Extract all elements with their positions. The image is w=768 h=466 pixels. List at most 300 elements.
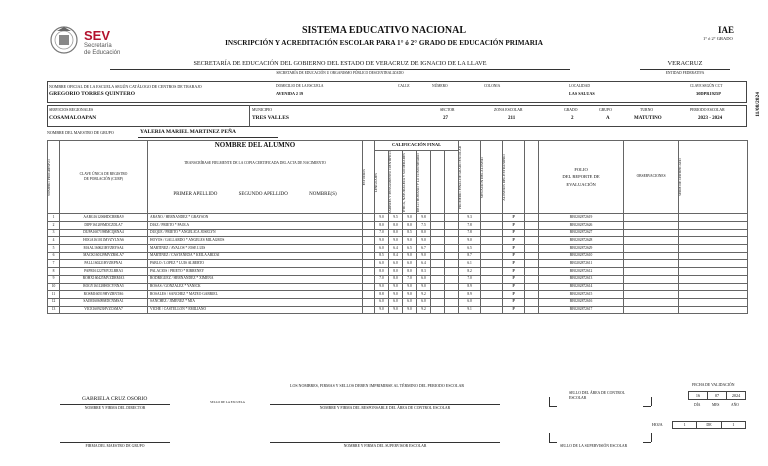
row-grade-etica: 9.0 [403, 306, 417, 314]
row-number: 10 [48, 283, 60, 291]
teacher-sig-label: FIRMA DEL MAESTRO DE GRUPO [85, 444, 145, 448]
row-grade-humano: 6.0 [417, 275, 431, 283]
row-grade-saberes: 8.0 [389, 229, 403, 237]
row-estudios [363, 275, 375, 283]
row-estudios [363, 260, 375, 268]
teacher-name: YALERIA MARIEL MARTINEZ PEÑA [140, 129, 237, 135]
row-empty-b [445, 214, 459, 222]
th-prom: PROMEDIO FINAL DE GRADO ESCOLAR [458, 145, 463, 209]
row-estudios [363, 229, 375, 237]
row-grade-lenguajes: 8.0 [375, 222, 389, 230]
row-curp: ROGY161128HOCYNNA5 [60, 283, 148, 291]
row-empty-d [525, 214, 539, 222]
sheet-label: HOJA [652, 422, 663, 427]
th-obs: OBSERVACIONES [624, 141, 679, 214]
row-grade-lenguajes: 7.0 [375, 275, 389, 283]
row-grade-humano: 9.8 [417, 214, 431, 222]
row-observations [624, 268, 679, 276]
side-date: 11/08/2024 [755, 92, 761, 117]
row-empty-b [445, 237, 459, 245]
row-number: 2 [48, 222, 60, 230]
cct: 30DPR1925P [696, 91, 721, 96]
row-observations [624, 237, 679, 245]
row-empty-d [525, 268, 539, 276]
row-average: 7.8 [459, 222, 481, 230]
row-empty-a [431, 298, 445, 306]
row-number: 4 [48, 237, 60, 245]
row-empty-d [525, 298, 539, 306]
th-alum: ALUMNOS DEL EXTRANJERO [502, 153, 507, 201]
row-empty-d [525, 275, 539, 283]
row-observations [624, 275, 679, 283]
row-average: 7.8 [459, 229, 481, 237]
th-c2: SABERES Y PENSAMIENTO CIENTÍFICO [388, 151, 392, 214]
row-certificate-series [679, 275, 748, 283]
row-empty-c [481, 306, 503, 314]
table-row [48, 291, 748, 299]
row-empty-c [481, 298, 503, 306]
row-grade-humano: 9.0 [417, 237, 431, 245]
row-folio: BE0202872617 [539, 306, 624, 314]
row-empty-a [431, 283, 445, 291]
row-empty-b [445, 283, 459, 291]
row-estudios [363, 298, 375, 306]
row-empty-d [525, 306, 539, 314]
row-empty-b [445, 229, 459, 237]
row-certificate-series [679, 222, 748, 230]
row-grade-humano: 9.2 [417, 306, 431, 314]
row-empty-c [481, 283, 503, 291]
row-average: 7.0 [459, 275, 481, 283]
th-alumno-sub: TRANSCRÍBASE FIELMENTE DE LA COPIA CERTIFICADA DEL ACTA DE NACIMIENTO [148, 151, 363, 177]
row-curp: AABG161206HDCRRRA9 [60, 214, 148, 222]
row-observations [624, 222, 679, 230]
th-nombres: NOMBRE(S) [309, 192, 337, 198]
row-grade-etica: 8.0 [403, 222, 417, 230]
row-number: 13 [48, 306, 60, 314]
row-student-name: ROSAS / GONZALEZ * YANICK [148, 283, 363, 291]
row-status: P [503, 268, 525, 276]
th-ap2: SEGUNDO APELLIDO [238, 192, 288, 198]
row-observations [624, 229, 679, 237]
group-label: GRUPO [599, 108, 612, 112]
row-grade-humano: 9.2 [417, 291, 431, 299]
row-number: 12 [48, 298, 60, 306]
row-empty-d [525, 260, 539, 268]
th-folio3: EVALUACIÓN [566, 181, 596, 187]
row-empty-d [525, 283, 539, 291]
row-student-name: DIAZ / PRIETO * PAOLA [148, 222, 363, 230]
shift-label: TURNO [640, 108, 654, 112]
validation-month: 07 [708, 392, 727, 399]
state-caption: ENTIDAD FEDERATIVA [665, 71, 705, 75]
validation-day: 16 [689, 392, 708, 399]
row-number: 6 [48, 252, 60, 260]
row-certificate-series [679, 268, 748, 276]
group: A [606, 116, 610, 121]
row-empty-a [431, 252, 445, 260]
supervisor-sig-label: NOMBRE Y FIRMA DEL SUPERVISOR ESCOLAR [343, 444, 427, 448]
th-folio1: FOLIO [574, 167, 588, 173]
row-grade-lenguajes: 8.0 [375, 268, 389, 276]
supervisor-seal-label: SELLO DE LA SUPERVISIÓN ESCOLAR [560, 444, 628, 448]
row-curp: ROHX160425MVZDRMA3 [60, 275, 148, 283]
row-empty-b [445, 252, 459, 260]
logo-line2: de Educación [84, 50, 121, 56]
row-status: P [503, 291, 525, 299]
row-status: P [503, 306, 525, 314]
row-grade-etica: 9.0 [403, 291, 417, 299]
row-student-name: ROSALES / SANCHEZ * MATEO GABRIEL [148, 291, 363, 299]
validation-date-box [688, 391, 746, 400]
number-label: NÚMERO [432, 84, 448, 88]
state: VERACRUZ [667, 60, 703, 67]
cct-label: CLAVE SEGÚN CCT [690, 84, 723, 88]
row-grade-humano: 9.0 [417, 283, 431, 291]
row-number: 8 [48, 268, 60, 276]
table-row [48, 252, 748, 260]
address-label: DOMICILIO DE LA ESCUELA [276, 84, 324, 88]
row-average: 8.2 [459, 268, 481, 276]
row-estudios [363, 245, 375, 253]
period-label: PERIODO ESCOLAR [690, 108, 725, 112]
row-grade-saberes: 9.0 [389, 291, 403, 299]
row-empty-a [431, 306, 445, 314]
row-status: P [503, 214, 525, 222]
row-estudios [363, 283, 375, 291]
authority-caption: SECRETARÍA DE EDUCACIÓN U ORGANISMO PÚBLICO DESCENTRALIZADO [276, 71, 404, 75]
row-observations [624, 306, 679, 314]
row-empty-c [481, 245, 503, 253]
row-grade-lenguajes: 7.0 [375, 229, 389, 237]
row-empty-b [445, 291, 459, 299]
row-empty-a [431, 268, 445, 276]
row-grade-saberes: 9.5 [389, 214, 403, 222]
row-observations [624, 260, 679, 268]
row-empty-b [445, 298, 459, 306]
row-empty-a [431, 229, 445, 237]
row-grade-lenguajes: 6.0 [375, 260, 389, 268]
row-empty-c [481, 214, 503, 222]
row-empty-d [525, 229, 539, 237]
th-alumno: NOMBRE DEL ALUMNO [148, 141, 363, 151]
th-calif: CALIFICACIÓN FINAL [375, 141, 459, 151]
row-empty-d [525, 291, 539, 299]
row-folio: BE0202872612 [539, 268, 624, 276]
sheet-b: 1 [732, 422, 735, 427]
row-empty-a [431, 291, 445, 299]
muni-label: MUNICIPIO [252, 108, 273, 112]
row-estudios [363, 252, 375, 260]
row-grade-humano: 9.0 [417, 252, 431, 260]
grade-label: GRADO [564, 108, 578, 112]
row-curp: PAPR161227MVZLRRA3 [60, 268, 148, 276]
row-number: 9 [48, 275, 60, 283]
row-grade-lenguajes: 9.0 [375, 306, 389, 314]
row-observations [624, 298, 679, 306]
row-empty-b [445, 268, 459, 276]
row-student-name: DUQUE / PRIETO * ANGELICA JOSELYN [148, 229, 363, 237]
row-folio: BE0202872614 [539, 283, 624, 291]
row-empty-a [431, 275, 445, 283]
row-folio: BE0202872613 [539, 275, 624, 283]
school-seal: SELLO DE LA ESCUELA [210, 400, 245, 404]
row-grade-saberes: 9.0 [389, 283, 403, 291]
row-grade-etica: 8.0 [403, 268, 417, 276]
row-student-name: MARTINEZ / CASTAÑEDA * KEILA ARIZAI [148, 252, 363, 260]
row-empty-b [445, 260, 459, 268]
sheet-box [672, 421, 746, 429]
row-folio: BE0202872610 [539, 252, 624, 260]
table-row [48, 222, 748, 230]
row-curp: PALL160221HVZRPNA1 [60, 260, 148, 268]
row-grade-saberes: 8.0 [389, 275, 403, 283]
page-title: SISTEMA EDUCATIVO NACIONAL [301, 25, 467, 36]
row-folio: BE0202872627 [539, 229, 624, 237]
row-folio: BE0202872628 [539, 237, 624, 245]
row-grade-etica: 6.5 [403, 245, 417, 253]
students-table [47, 140, 748, 314]
row-grade-lenguajes: 6.0 [375, 245, 389, 253]
locality-label: LOCALIDAD [569, 84, 590, 88]
row-estudios [363, 268, 375, 276]
row-grade-saberes: 6.4 [389, 245, 403, 253]
row-folio: BE0202872616 [539, 298, 624, 306]
row-empty-a [431, 245, 445, 253]
row-certificate-series [679, 245, 748, 253]
row-empty-c [481, 275, 503, 283]
validation-year: 2024 [731, 393, 741, 398]
row-observations [624, 245, 679, 253]
row-empty-a [431, 222, 445, 230]
sector: 27 [443, 116, 448, 121]
row-status: P [503, 252, 525, 260]
address: AVENIDA 2 19 [276, 91, 304, 96]
row-number: 3 [48, 229, 60, 237]
teacher-label: NOMBRE DEL MAESTRO DE GRUPO [47, 130, 114, 135]
row-curp: SAJM160609MDCNMSA1 [60, 298, 148, 306]
row-student-name: ARANO / HERNANDEZ * GRAYSON [148, 214, 363, 222]
row-empty-a [431, 260, 445, 268]
row-status: P [503, 222, 525, 230]
table-row [48, 275, 748, 283]
row-observations [624, 291, 679, 299]
row-average: 8.9 [459, 283, 481, 291]
row-folio: BE0202872615 [539, 291, 624, 299]
table-row [48, 245, 748, 253]
row-student-name: PALACIOS / PRIETO * RIRRENEY [148, 268, 363, 276]
row-estudios [363, 237, 375, 245]
control-seal1: SELLO DEL ÁREA DE CONTROL ESCOLAR [569, 391, 625, 400]
row-grade-saberes: 9.0 [389, 237, 403, 245]
row-average: 8.7 [459, 252, 481, 260]
row-grade-saberes: 8.0 [389, 222, 403, 230]
form-grades: 1° ó 2° GRADO [703, 36, 733, 41]
row-status: P [503, 245, 525, 253]
row-empty-b [445, 306, 459, 314]
row-number: 1 [48, 214, 60, 222]
row-folio: BE0202872629 [539, 245, 624, 253]
validation-label: FECHA DE VALIDACIÓN [692, 383, 735, 387]
row-grade-saberes: 9.0 [389, 306, 403, 314]
muni: TRES VALLES [252, 115, 289, 121]
row-observations [624, 252, 679, 260]
row-grade-etica: 8.5 [403, 229, 417, 237]
table-row [48, 298, 748, 306]
row-student-name: HOYOS / GALLARDO * ANGELES MILAGROS [148, 237, 363, 245]
table-row [48, 214, 748, 222]
row-grade-humano: 6.4 [417, 260, 431, 268]
day-label: DÍA [694, 403, 701, 407]
row-empty-d [525, 222, 539, 230]
row-average: 9.0 [459, 237, 481, 245]
row-grade-humano: 6.0 [417, 298, 431, 306]
row-empty-c [481, 229, 503, 237]
row-grade-etica: 9.0 [403, 237, 417, 245]
row-certificate-series [679, 237, 748, 245]
table-row [48, 283, 748, 291]
period: 2023 - 2024 [698, 116, 723, 121]
row-certificate-series [679, 229, 748, 237]
row-grade-lenguajes: 9.0 [375, 214, 389, 222]
row-empty-d [525, 245, 539, 253]
row-status: P [503, 283, 525, 291]
row-grade-humano: 6.7 [417, 245, 431, 253]
year-label: AÑO [731, 403, 739, 407]
row-observations [624, 283, 679, 291]
row-certificate-series [679, 214, 748, 222]
th-num: NÚMERO PROGRESIVO [47, 158, 51, 196]
row-grade-etica: 6.0 [403, 260, 417, 268]
row-grade-humano: 8.3 [417, 268, 431, 276]
row-empty-d [525, 237, 539, 245]
row-estudios [363, 291, 375, 299]
row-empty-b [445, 245, 459, 253]
row-folio: BE0202872619 [539, 214, 624, 222]
row-average: 6.0 [459, 298, 481, 306]
th-sit: SITUACIÓN DEL ALUMNO [480, 156, 485, 198]
row-grade-etica: 9.0 [403, 283, 417, 291]
table-row [48, 260, 748, 268]
row-certificate-series [679, 291, 748, 299]
row-certificate-series [679, 252, 748, 260]
row-empty-c [481, 237, 503, 245]
row-curp: MAAL160621HVZRYSA4 [60, 245, 148, 253]
director-label: NOMBRE Y FIRMA DEL DIRECTOR [84, 406, 146, 410]
row-grade-lenguajes: 8.8 [375, 291, 389, 299]
row-certificate-series [679, 260, 748, 268]
table-row [48, 229, 748, 237]
row-number: 7 [48, 260, 60, 268]
row-average: 8.9 [459, 291, 481, 299]
row-empty-a [431, 214, 445, 222]
sheet-of: DE [697, 422, 721, 428]
logo-text: SEV [84, 28, 111, 43]
control-label: NOMBRE Y FIRMA DEL RESPONSABLE DEL ÁREA DE CONTROL ESCOLAR [319, 406, 451, 410]
th-c4: DE LO HUMANO Y LO COMUNITARIO [416, 152, 420, 212]
table-row [48, 237, 748, 245]
region: COSAMALOAPAN [49, 115, 97, 121]
zone: 211 [508, 116, 516, 121]
row-grade-etica: 9.0 [403, 214, 417, 222]
row-grade-saberes: 6.0 [389, 260, 403, 268]
grade: 2 [571, 116, 574, 121]
row-student-name: RODRIGUEZ / HERNANDEZ * XIMENA [148, 275, 363, 283]
row-empty-c [481, 252, 503, 260]
row-grade-etica: 6.0 [403, 298, 417, 306]
row-curp: DIPF161209MDCZDLA7 [60, 222, 148, 230]
row-average: 6.5 [459, 245, 481, 253]
row-grade-lenguajes: 6.0 [375, 298, 389, 306]
row-grade-humano: 7.5 [417, 222, 431, 230]
row-average: 6.1 [459, 260, 481, 268]
logo-line1: Secretaría [84, 43, 112, 49]
row-average: 9.3 [459, 214, 481, 222]
footer-note: LOS NOMBRES, FIRMAS Y SELLOS DEBEN IMPRIMIRSE AL TÉRMINO DEL PERIODO ESCOLAR [290, 383, 465, 388]
row-number: 11 [48, 291, 60, 299]
th-folio2: DEL REPORTE DE [562, 174, 600, 180]
row-empty-d [525, 252, 539, 260]
row-empty-c [481, 222, 503, 230]
row-status: P [503, 237, 525, 245]
th-estudios: ESTUDIOS [362, 168, 366, 186]
colony-label: COLONIA [484, 84, 501, 88]
row-average: 9.1 [459, 306, 481, 314]
school-name: GREGORIO TORRES QUINTERO [49, 91, 135, 97]
page-subtitle: INSCRIPCIÓN Y ACREDITACIÓN ESCOLAR PARA 1° ó 2° GRADO DE EDUCACIÓN PRIMARIA [225, 39, 543, 47]
row-empty-b [445, 222, 459, 230]
row-observations [624, 214, 679, 222]
street-label: CALLE [398, 84, 410, 88]
th-curp1: CLAVE ÚNICA DE REGISTRO [79, 171, 128, 176]
shift: MATUTINO [634, 116, 662, 121]
row-grade-etica: 9.0 [403, 252, 417, 260]
row-empty-a [431, 237, 445, 245]
row-empty-c [481, 260, 503, 268]
row-student-name: PABLO / LOPEZ * LUIS ALBERTO [148, 260, 363, 268]
row-grade-saberes: 8.4 [389, 252, 403, 260]
table-row [48, 306, 748, 314]
row-student-name: VICHE / CASTELLON * EMILIANO [148, 306, 363, 314]
th-c3: ÉTICA, NATURALEZA Y SOCIEDADES [402, 152, 406, 212]
region-label: SERVICIOS REGIONALES [49, 108, 94, 112]
row-empty-c [481, 268, 503, 276]
locality: LAS SALUAS [569, 91, 595, 96]
row-folio: BE0202872626 [539, 222, 624, 230]
row-curp: VICE160923HVZCSMA7 [60, 306, 148, 314]
row-certificate-series [679, 306, 748, 314]
director-name: GABRIELA CRUZ OSORIO [82, 396, 148, 402]
table-row [48, 268, 748, 276]
row-certificate-series [679, 283, 748, 291]
row-grade-lenguajes: 9.0 [375, 283, 389, 291]
row-grade-lenguajes: 8.5 [375, 252, 389, 260]
school-name-label: NOMBRE OFICIAL DE LA ESCUELA SEGÚN CATÁLOGO DE CENTROS DE TRABAJO [49, 84, 202, 89]
th-ap1: PRIMER APELLIDO [173, 192, 218, 198]
row-folio: BE0202872611 [539, 260, 624, 268]
row-estudios [363, 306, 375, 314]
row-certificate-series [679, 298, 748, 306]
row-estudios [363, 214, 375, 222]
authority-text: SECRETARÍA DE EDUCACIÓN DEL GOBIERNO DEL ESTADO DE VERACRUZ DE IGNACIO DE LA LLAVE [193, 60, 487, 67]
sector-label: SECTOR [440, 108, 455, 112]
row-estudios [363, 222, 375, 230]
row-grade-saberes: 6.0 [389, 298, 403, 306]
th-curp2: DE POBLACIÓN (CURP) [84, 177, 123, 182]
row-status: P [503, 260, 525, 268]
row-curp: ROSM160519HVZRNTA6 [60, 291, 148, 299]
row-student-name: MARTINEZ / AVALOS * JOSE LUIS [148, 245, 363, 253]
